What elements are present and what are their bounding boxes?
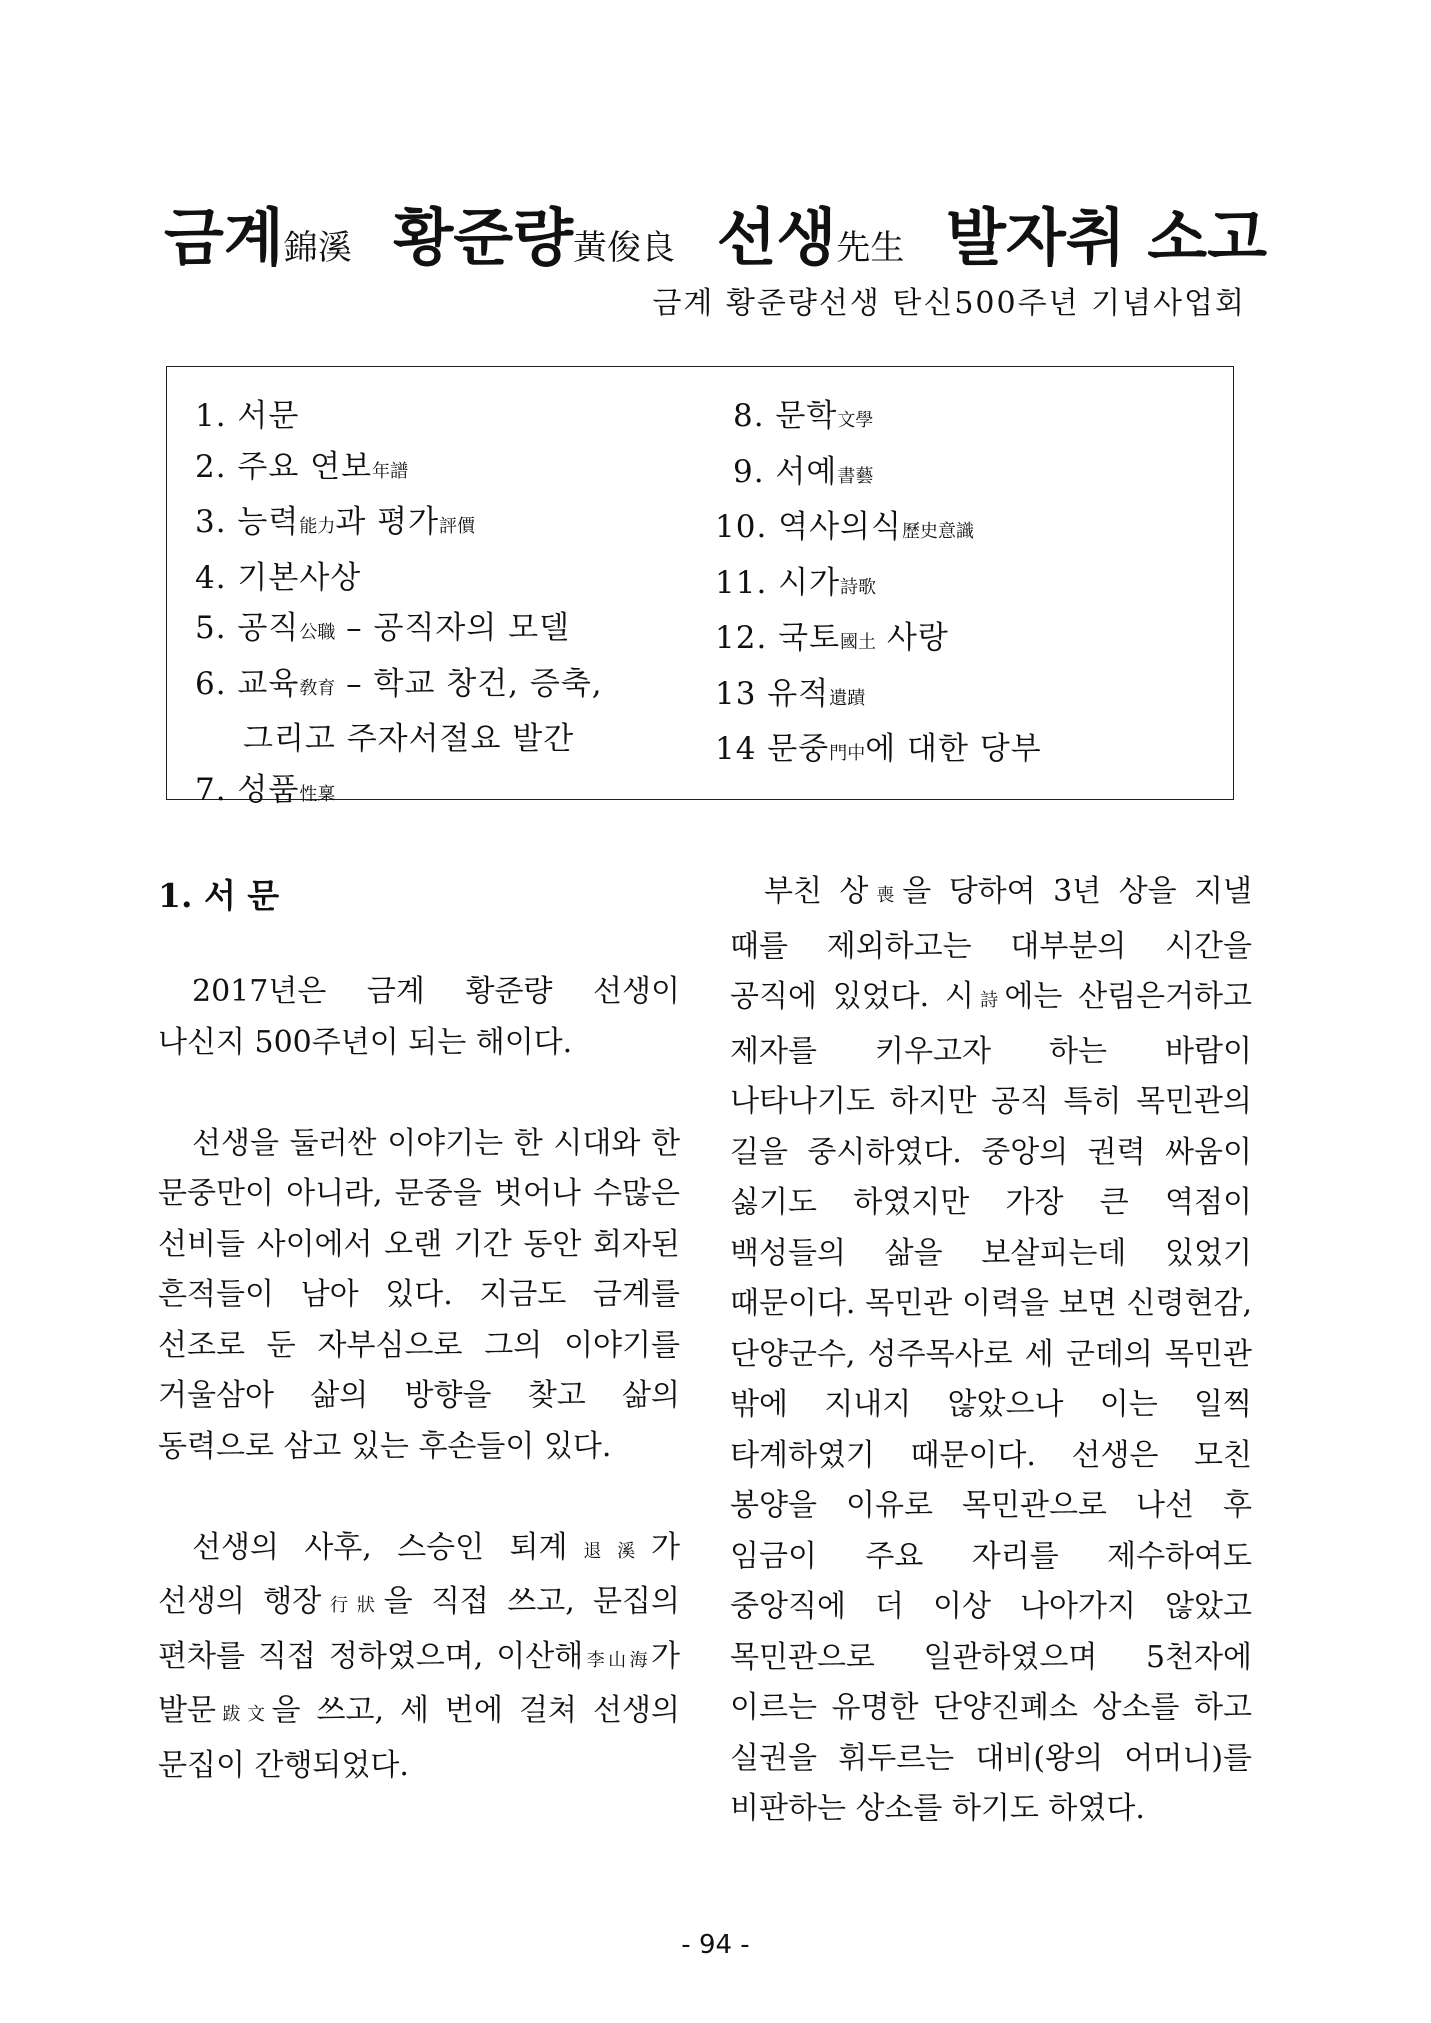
paragraph: 부친 상喪을 당하여 3년 상을 지낼 때를 제외하고는 대부분의 시간을 공직에 있었다. 시詩에는 산림은거하고 제자를 키우고자 하는 바람이 나타나기도 하지만 공직 특히 목민관의 길을 중시하였다. 중앙의 권력 싸움이 싫기도 하였지만 가장 큰 역점이 백성들의 삶을 보살피는데 있었기 때문이다. 목민관 이력을 보면 신령현감, 단양군수, 성주목사로 세 군데의 목민관 밖에 지내지 않았으나 이는 일찍 타계하였기 때문이다. 선생은 모친 봉양을 이유로 목민관으로 나선 후 임금이 주요 자리를 제수하여도 중앙직에 더 이상 나아가지 않았고 목민관으로 일관하였으며 5천자에 이르는 유명한 단양진폐소 상소를 하고 실권을 휘두르는 대비(왕의 어머니)를 비판하는 상소를 하기도 하였다. [730, 874, 1253, 1826]
title-part3-hanja: 先生 [836, 228, 905, 268]
toc-item: 9. 서예書藝 [733, 453, 874, 490]
toc-item: 11. 시가詩歌 [715, 564, 877, 601]
toc-item: 2. 주요 연보年譜 [195, 448, 409, 485]
title-part2: 황준량 [393, 201, 574, 274]
toc-item: 5. 공직公職 – 공직자의 모델 [195, 610, 571, 646]
toc-right-column [715, 391, 1042, 780]
toc-item: 13 유적遺蹟 [715, 675, 866, 712]
page-subtitle: 금계 황준량선생 탄신500주년 기념사업회 [652, 286, 1246, 321]
title-part4: 발자취 소고 [946, 201, 1268, 274]
toc-item: 4. 기본사상 [195, 559, 362, 596]
title-part1: 금계 [163, 201, 284, 274]
toc-item: 7. 성품性稟 [195, 771, 336, 808]
toc-item: 1. 서문 [195, 398, 300, 434]
page-number: - 94 - [681, 1930, 750, 1960]
toc-item: 14 문중門中에 대한 당부 [715, 731, 1042, 767]
section-heading: 1. 서 문 [158, 876, 280, 915]
toc-item: 12. 국토國土 사랑 [715, 620, 949, 656]
paragraph: 2017년은 금계 황준량 선생이 나신지 500주년이 되는 해이다. [158, 974, 680, 1060]
paragraph: 선생을 둘러싼 이야기는 한 시대와 한 문중만이 아니라, 문중을 벗어나 수많은 선비들 사이에서 오랜 기간 동안 회자된 흔적들이 남아 있다. 지금도 금계를 선조로 둔 자부심으로 그의 이야기를 거울삼아 삶의 방향을 찾고 삶의 동력으로 삼고 있는 후손들이 있다. [158, 1125, 680, 1464]
paragraph: 선생의 사후, 스승인 퇴계退溪가 선생의 행장行狀을 직접 쓰고, 문집의 편차를 직접 정하였으며, 이산해李山海가 발문跋文을 쓰고, 세 번에 걸쳐 선생의 문집이 간행되었다. [158, 1529, 681, 1783]
toc-item: 10. 역사의식歷史意識 [715, 509, 974, 545]
title-part3: 선생 [716, 201, 837, 274]
title-part2-hanja: 黃俊良 [573, 228, 676, 268]
toc-item: 6. 교육敎育 – 학교 창건, 증축, [195, 665, 603, 702]
toc-item: 8. 문학文學 [733, 398, 874, 434]
body-column-right [730, 867, 1252, 1835]
title-part1-hanja: 錦溪 [283, 228, 352, 268]
toc-item-continuation: 그리고 주자서절요 발간 [243, 721, 575, 757]
table-of-contents [166, 366, 1234, 808]
page-title [0, 188, 1431, 277]
toc-left-column [195, 391, 603, 820]
toc-item: 3. 능력能力과 평가評價 [195, 504, 476, 540]
body-column-left [158, 967, 680, 1791]
